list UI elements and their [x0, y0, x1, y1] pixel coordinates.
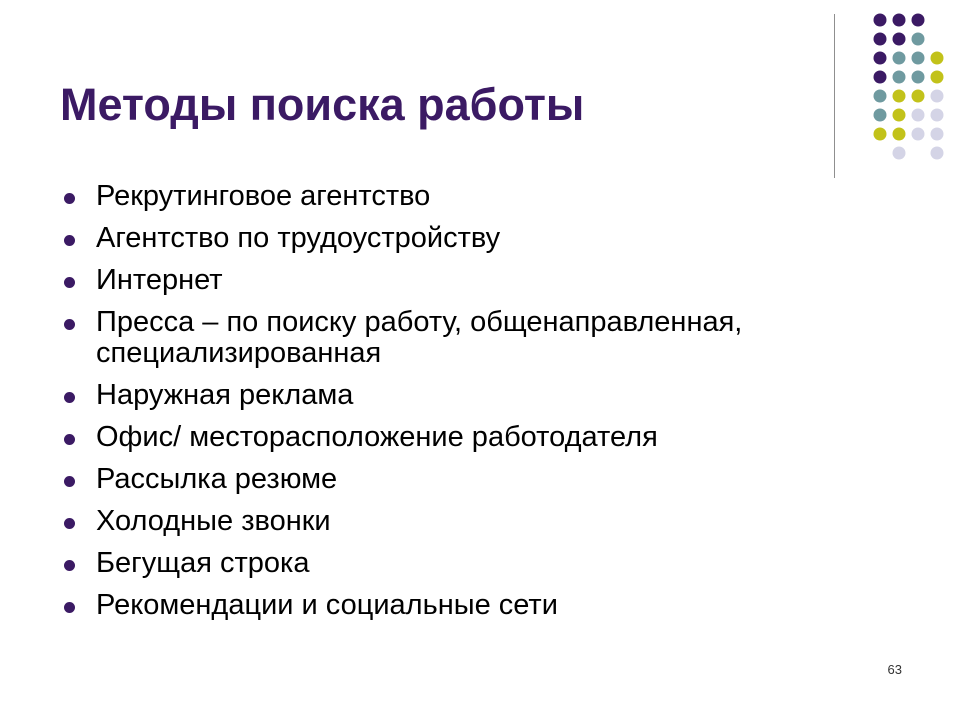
- decorative-dot: [912, 71, 925, 84]
- bullet-dot-icon: [64, 392, 75, 403]
- decorative-dot: [893, 71, 906, 84]
- decorative-dot: [912, 33, 925, 46]
- bullet-item: Рассылка резюме: [60, 464, 920, 495]
- dot-grid-decoration: [830, 8, 960, 180]
- bullet-dot-icon: [64, 277, 75, 288]
- decorative-dot: [931, 52, 944, 65]
- bullet-item: Наружная реклама: [60, 380, 920, 411]
- bullet-item: Офис/ месторасположение работодателя: [60, 422, 920, 453]
- decorative-dot: [931, 147, 944, 160]
- bullet-item: Бегущая строка: [60, 548, 920, 579]
- bullet-dot-icon: [64, 476, 75, 487]
- decorative-dot: [931, 109, 944, 122]
- decorative-dot: [874, 71, 887, 84]
- bullet-item: Интернет: [60, 265, 920, 296]
- bullet-item: Агентство по трудоустройству: [60, 223, 920, 254]
- bullet-dot-icon: [64, 193, 75, 204]
- decorative-dot: [893, 33, 906, 46]
- bullet-dot-icon: [64, 602, 75, 613]
- decorative-dot: [912, 52, 925, 65]
- decorative-dot: [893, 128, 906, 141]
- bullet-item: Рекрутинговое агентство: [60, 181, 920, 212]
- decorative-dot: [874, 14, 887, 27]
- slide-title: Методы поиска работы: [60, 79, 585, 130]
- bullet-dot-icon: [64, 560, 75, 571]
- decorative-dot: [931, 71, 944, 84]
- decorative-dot: [874, 52, 887, 65]
- bullet-item: Пресса – по поиску работу, общенаправленная, специализированная: [60, 307, 920, 369]
- decorative-dot: [874, 128, 887, 141]
- bullet-item: Рекомендации и социальные сети: [60, 590, 920, 621]
- decorative-dot: [912, 90, 925, 103]
- bullet-dot-icon: [64, 518, 75, 529]
- decorative-dot: [874, 90, 887, 103]
- bullet-dot-icon: [64, 319, 75, 330]
- decorative-dot: [912, 14, 925, 27]
- decorative-dot: [874, 109, 887, 122]
- bullet-list: [60, 181, 920, 632]
- decorative-dot: [931, 128, 944, 141]
- decorative-dot: [893, 90, 906, 103]
- decorative-dot: [874, 33, 887, 46]
- page-number: 63: [887, 662, 902, 677]
- bullet-item: Холодные звонки: [60, 506, 920, 537]
- decorative-dot: [912, 128, 925, 141]
- bullet-dot-icon: [64, 434, 75, 445]
- decorative-dot: [893, 147, 906, 160]
- decorative-dot: [912, 109, 925, 122]
- decorative-dot: [893, 109, 906, 122]
- decorative-dot: [893, 52, 906, 65]
- decorative-dot: [893, 14, 906, 27]
- bullet-dot-icon: [64, 235, 75, 246]
- decorative-dot: [931, 90, 944, 103]
